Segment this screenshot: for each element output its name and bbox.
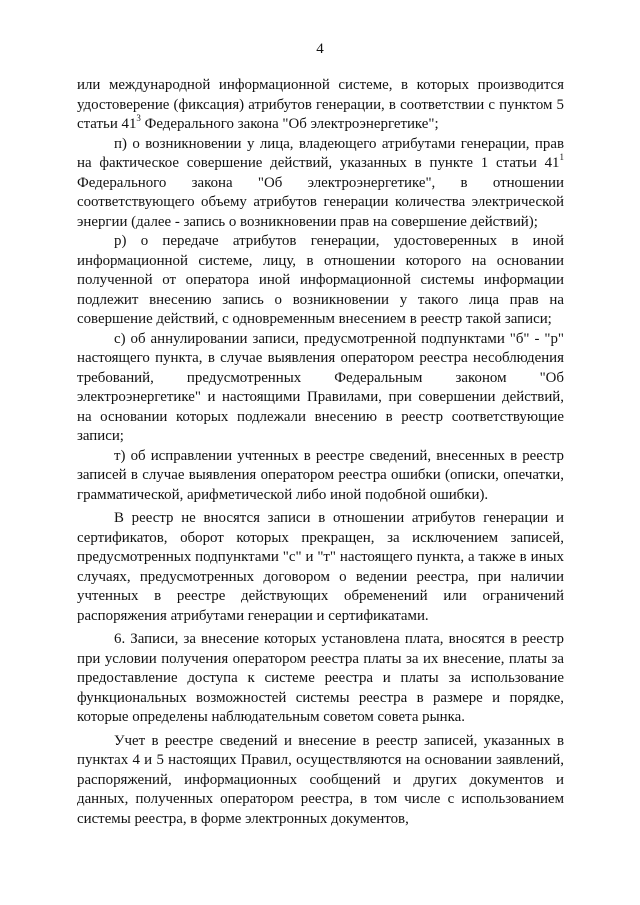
page-number: 4 [316,41,324,57]
paragraph-continuation [77,76,564,135]
superscript: 1 [559,152,564,163]
paragraph-exclusions: В реестр не вносятся записи в отношении атрибутов генерации и сертификатов, оборот которых прекращен, за исключением записей, предусмотренных подпунктами "с" и "т" настоящего пункта, а также в иных случаях, предусмотренных договором о ведении реестра, при наличии учтенных в реестре действующих обременений или ограничений распоряжения атрибутами генерации и сертификатами. [77,510,564,624]
paragraph-text: или международной информационной системе, в которых производится удостоверение (фиксация) атрибутов генерации, в соответствии с пунктом 5 статьи 41 [77,77,564,132]
paragraph-section-6: 6. Записи, за внесение которых установлена плата, вносятся в реестр при условии получения оператором реестра платы за их внесение, платы за предоставление доступа к системе реестра и платы за использование функциональных возможностей системы реестра в размере и порядке, которые определены наблюдательным советом совета рынка. [77,631,564,725]
paragraph-accounting: Учет в реестре сведений и внесение в реестр записей, указанных в пунктах 4 и 5 настоящих Правил, осуществляются на основании заявлений, распоряжений, информационных сообщений и других документов и данных, полученных оператором реестра, в том числе с использованием системы реестра, в форме электронных документов, [77,732,564,827]
paragraph-text: п) о возникновении у лица, владеющего атрибутами генерации, прав на фактическое совершение действий, указанных в пункте 1 статьи 41 [77,135,564,171]
paragraph-item-t: т) об исправлении учтенных в реестре сведений, внесенных в реестр записей в случае выявления оператором реестра ошибки (описки, опечатки, грамматической, арифметической либо иной подобной ошибки). [77,447,564,503]
paragraph-text-end: Федерального закона "Об электроэнергетике", в отношении соответствующего объему атрибутов генерации количества электрической энергии (далее - запись о возникновении прав на совершение действий); [77,174,564,230]
paragraph-item-p [77,135,564,233]
paragraph-item-s: с) об аннулировании записи, предусмотренной подпунктами "б" - "р" настоящего пункта, в случае выявления оператором реестра несоблюдения требований, предусмотренных Федеральным законом "Об электроэнергетике" и настоящими Правилами, при совершении действий, на основании которых подлежали внесению в реестр соответствующие записи; [77,330,564,444]
paragraph-text-end: Федерального закона "Об электроэнергетике"; [140,116,439,132]
superscript: 3 [136,113,141,124]
paragraph-item-r: р) о передаче атрибутов генерации, удостоверенных в иной информационной системе, лицу, в отношении которого на основании полученной от оператора иной информационной системы информации подлежит внесению запись о возникновении у такого лица прав на совершение действий, с одновременным внесением в реестр такой записи; [77,233,564,327]
document-body [77,76,564,829]
